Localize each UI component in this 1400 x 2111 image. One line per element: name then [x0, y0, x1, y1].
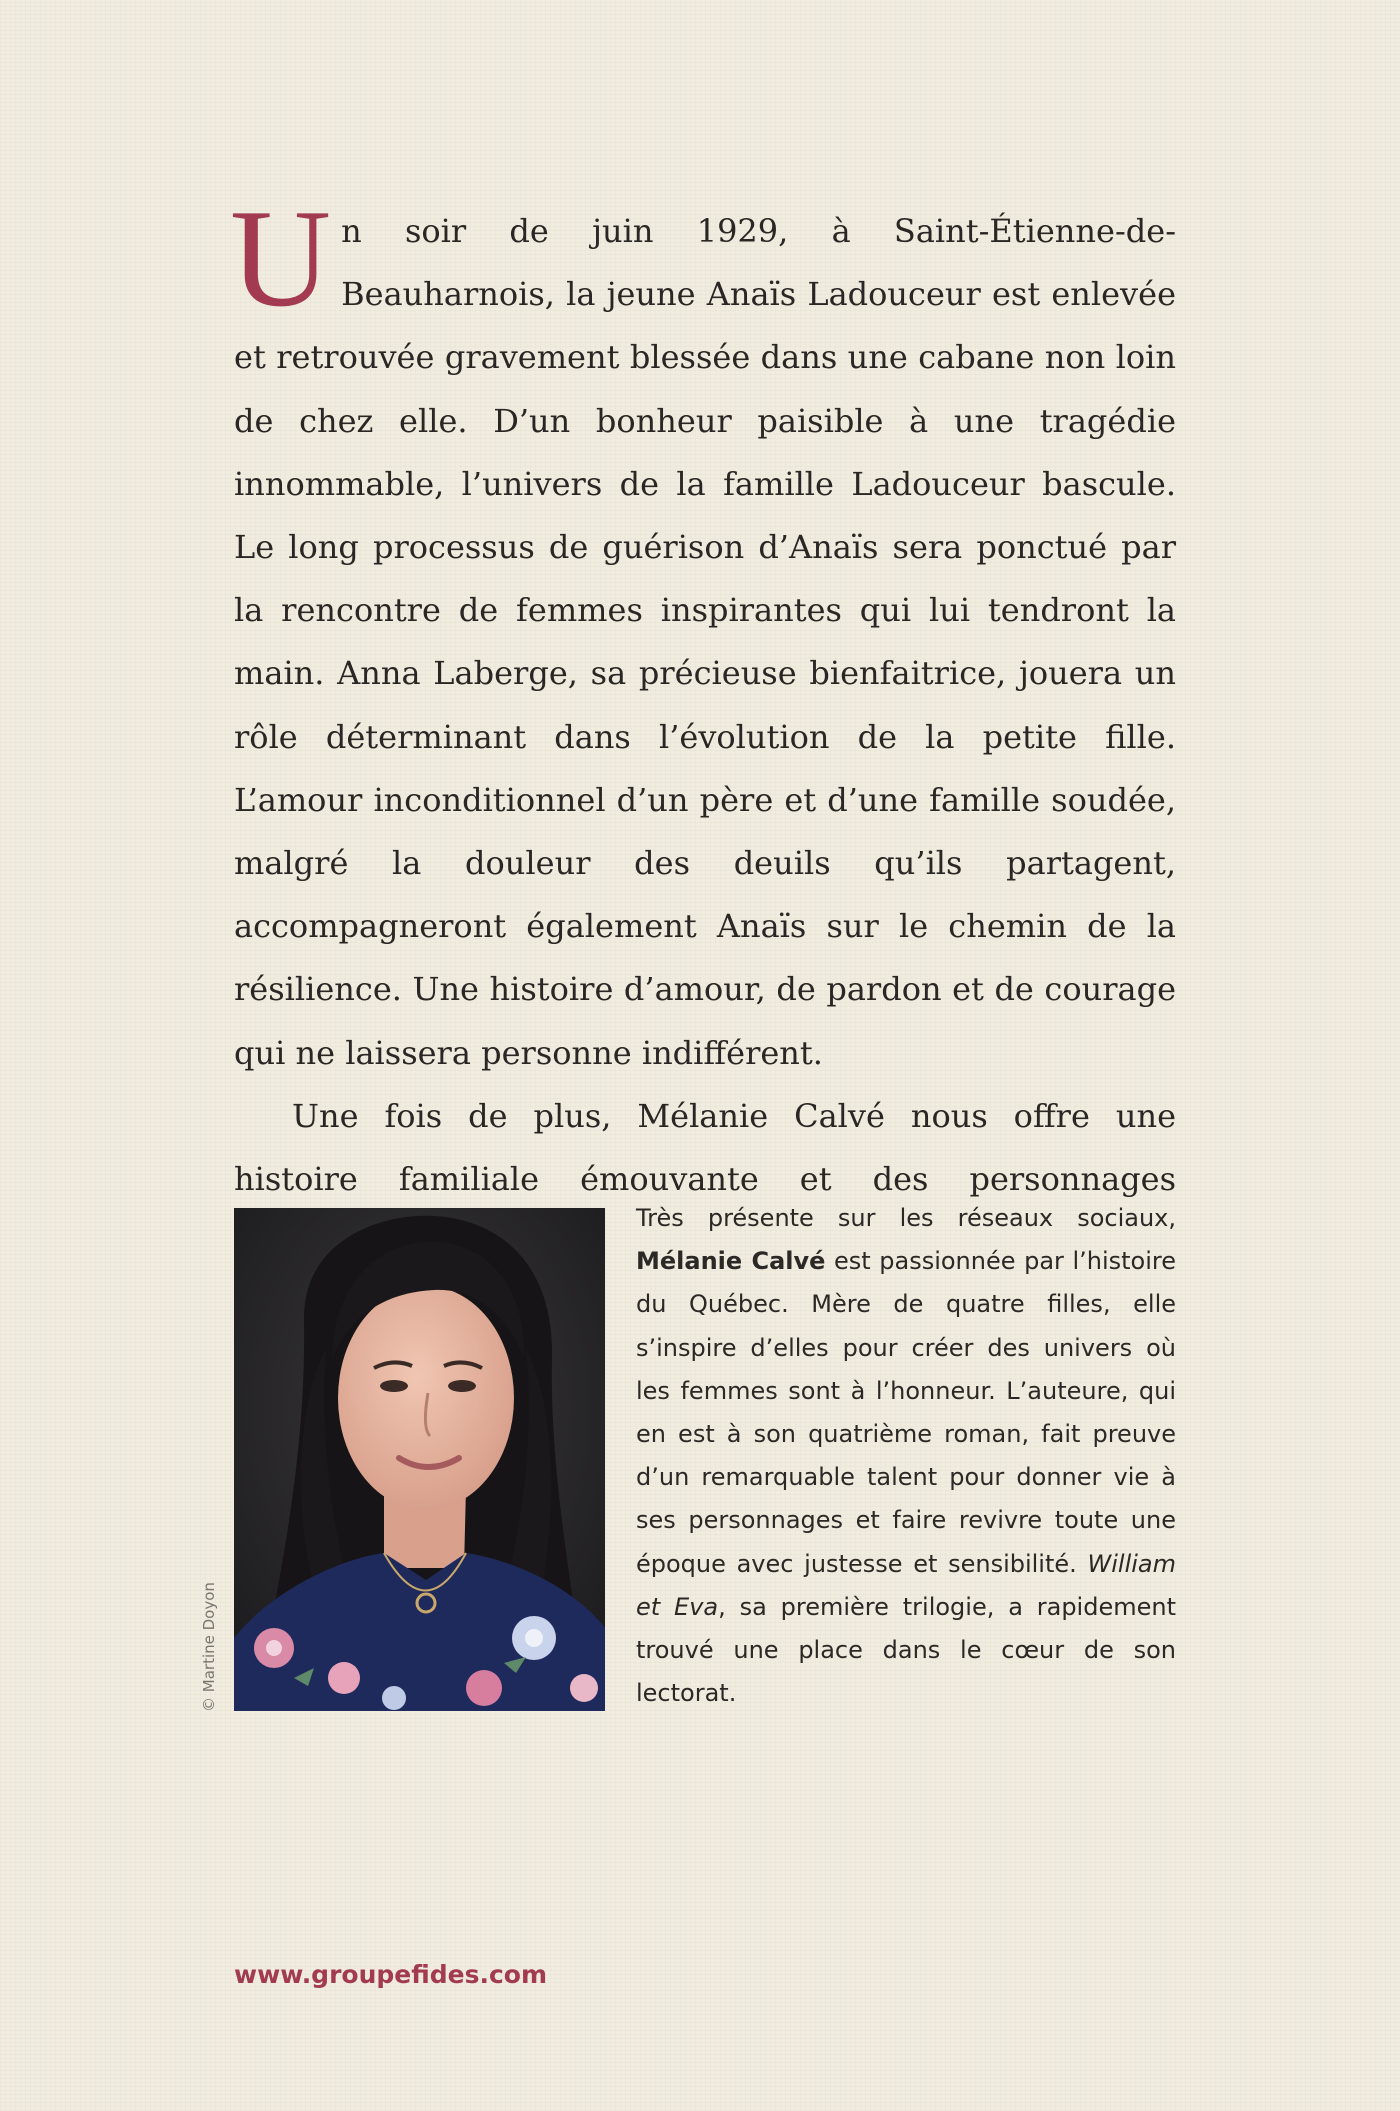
author-bio-text [636, 1197, 1176, 1715]
synopsis-paragraph-2: Une fois de plus, Mélanie Calvé nous offre une histoire familiale émouvante et des personnages [234, 1096, 1176, 1199]
bio-author-name: Mélanie Calvé [636, 1247, 826, 1276]
publisher-website: www.groupefides.com [234, 1960, 548, 1989]
bio-middle: est passionnée par l’histoire du Québec. Mère de quatre filles, elle s’inspire d’elles pour créer des univers où les femmes sont à l’honneur. L’auteure, qui en est à son quatrième roman, fait preuve d’un remarquable talent pour donner vie à ses personnages et faire revivre toute une époque avec justesse et sensibilité. [636, 1247, 1177, 1578]
author-photo [234, 1208, 605, 1711]
author-bio [636, 1197, 1176, 1715]
synopsis-paragraph-1 [230, 181, 1176, 1085]
bio-series-title: William et Eva [636, 1549, 1176, 1621]
bio-intro: Très présente sur les réseaux sociaux, [636, 1204, 1176, 1232]
bio-ending: , sa première trilogie, a rapidement trouvé une place dans le cœur de son lectorat. [636, 1592, 1176, 1708]
drop-cap: U [230, 181, 332, 336]
photo-credit: © Martine Doyon [200, 1582, 218, 1712]
synopsis-paragraph-1-text: n soir de juin 1929, à Saint-Étienne-de-Beauharnois, la jeune Anaïs Ladouceur est enlevée et retrouvée gravement blessée dans une cabane non loin de chez elle. D’un bonheur paisible à une tragédie innommable, l’univers de la famille Ladouceur bascule. Le long processus de guérison d’Anaïs sera ponctué par la rencontre de femmes inspirantes qui lui tendront la main. Anna Laberge, sa précieuse bienfaitrice, jouera un rôle déterminant dans l’évolution de la petite fille. L’amour inconditionnel d’un père et d’une famille soudée, malgré la douleur des deuils qu’ils partagent, accompagneront également Anaïs sur le chemin de la résilience. Une histoire d’amour, de pardon et de courage qui ne laissera personne indifférent. [234, 212, 1176, 1072]
synopsis [230, 181, 1176, 1274]
